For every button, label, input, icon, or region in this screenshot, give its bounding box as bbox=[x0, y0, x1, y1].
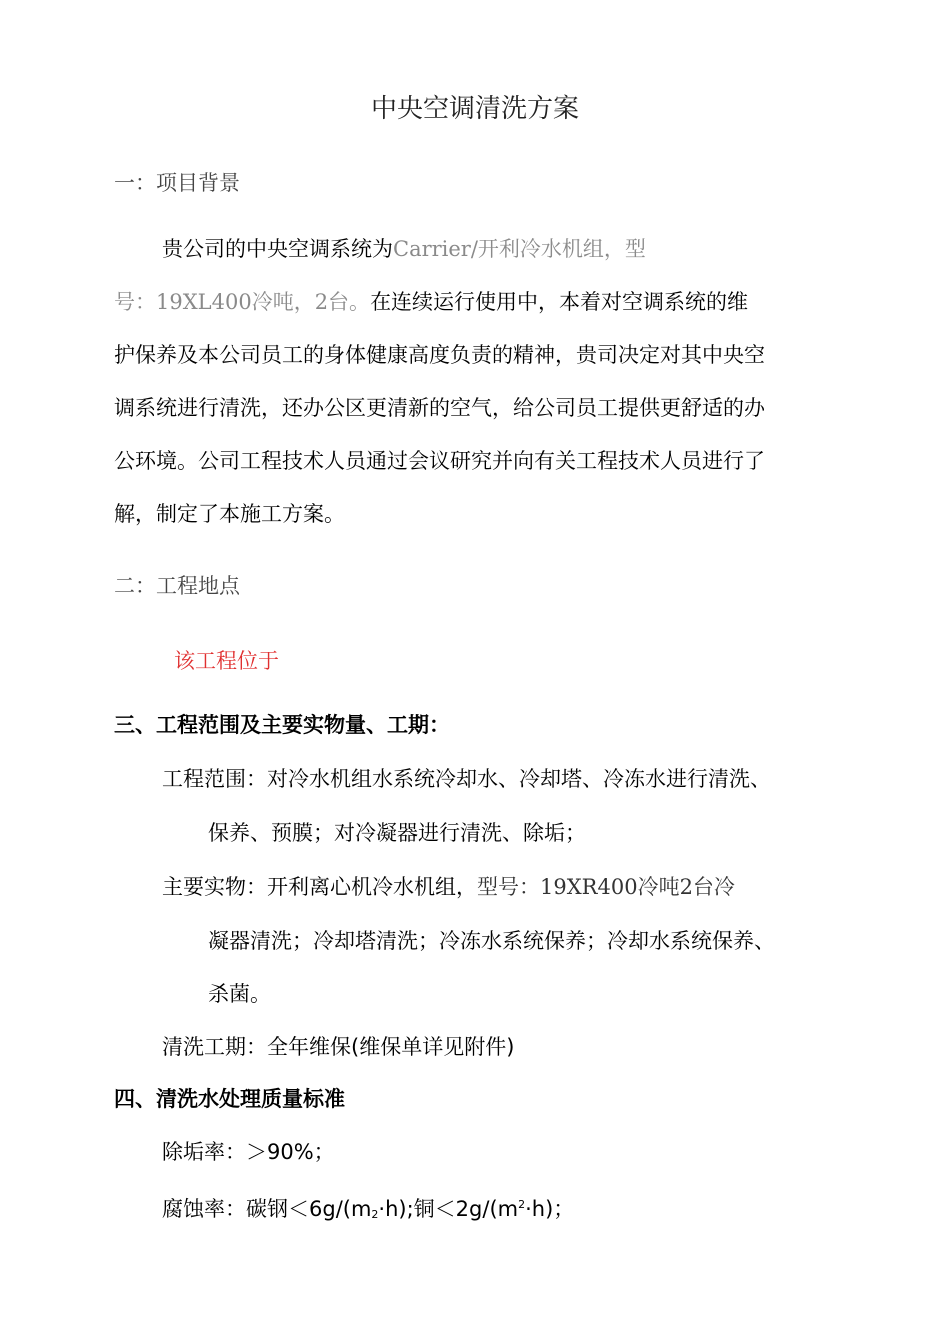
page-title: 中央空调清洗方案 bbox=[370, 94, 579, 124]
paragraph-line-3: 护保养及本公司员工的身体健康高度负责的精神，贵司决定对其中央空 bbox=[114, 343, 765, 367]
corrosion-text-end: ·h)； bbox=[525, 1197, 575, 1221]
paragraph-model-text: Carrier/开利冷水机组，型 bbox=[393, 237, 646, 261]
section-4-heading: 四、清洗水处理质量标准 bbox=[114, 1087, 345, 1111]
paragraph-text: 在连续运行使用中，本着对空调系统的维 bbox=[370, 290, 749, 314]
corrosion-text: 腐蚀率：碳钢＜6g/(m bbox=[162, 1197, 372, 1221]
corrosion-rate bbox=[162, 1192, 574, 1228]
section-2-heading: 二：工程地点 bbox=[114, 574, 240, 598]
paragraph-text: 贵公司的中央空调系统为 bbox=[162, 237, 393, 261]
corrosion-text-mid: ·h);铜＜2g/(m bbox=[378, 1197, 519, 1221]
main-items-model: 型号：19XR400冷吨2台冷 bbox=[477, 875, 735, 899]
scope-line-2: 保养、预膜；对冷凝器进行清洗、除垢； bbox=[208, 821, 586, 845]
main-items-line-1 bbox=[162, 874, 735, 900]
paragraph-line-2 bbox=[114, 289, 748, 315]
project-location: 该工程位于 bbox=[174, 649, 279, 673]
corrosion-subscript: 2 bbox=[371, 1208, 379, 1221]
paragraph-model-number: 号：19XL400冷吨，2台。 bbox=[114, 290, 371, 314]
section-1-heading: 一：项目背景 bbox=[114, 171, 240, 195]
paragraph-line-5: 公环境。公司工程技术人员通过会议研究并向有关工程技术人员进行了 bbox=[114, 449, 765, 473]
paragraph-line-4: 调系统进行清洗，还办公区更清新的空气，给公司员工提供更舒适的办 bbox=[114, 396, 765, 420]
main-items-line-3: 杀菌。 bbox=[208, 982, 271, 1006]
paragraph-line-6: 解，制定了本施工方案。 bbox=[114, 502, 345, 526]
descale-rate: 除垢率：＞90%； bbox=[162, 1140, 335, 1164]
section-3-heading: 三、工程范围及主要实物量、工期： bbox=[114, 713, 450, 737]
main-items-text: 主要实物：开利离心机冷水机组， bbox=[162, 875, 477, 899]
main-items-line-2: 凝器清洗；冷却塔清洗；冷冻水系统保养；冷却水系统保养、 bbox=[208, 929, 775, 953]
scope-line-1: 工程范围：对冷水机组水系统冷却水、冷却塔、冷冻水进行清洗、 bbox=[162, 767, 771, 791]
cleaning-period: 清洗工期：全年维保(维保单详见附件) bbox=[162, 1035, 515, 1059]
corrosion-superscript: 2 bbox=[518, 1198, 526, 1211]
paragraph-line-1 bbox=[162, 236, 646, 262]
